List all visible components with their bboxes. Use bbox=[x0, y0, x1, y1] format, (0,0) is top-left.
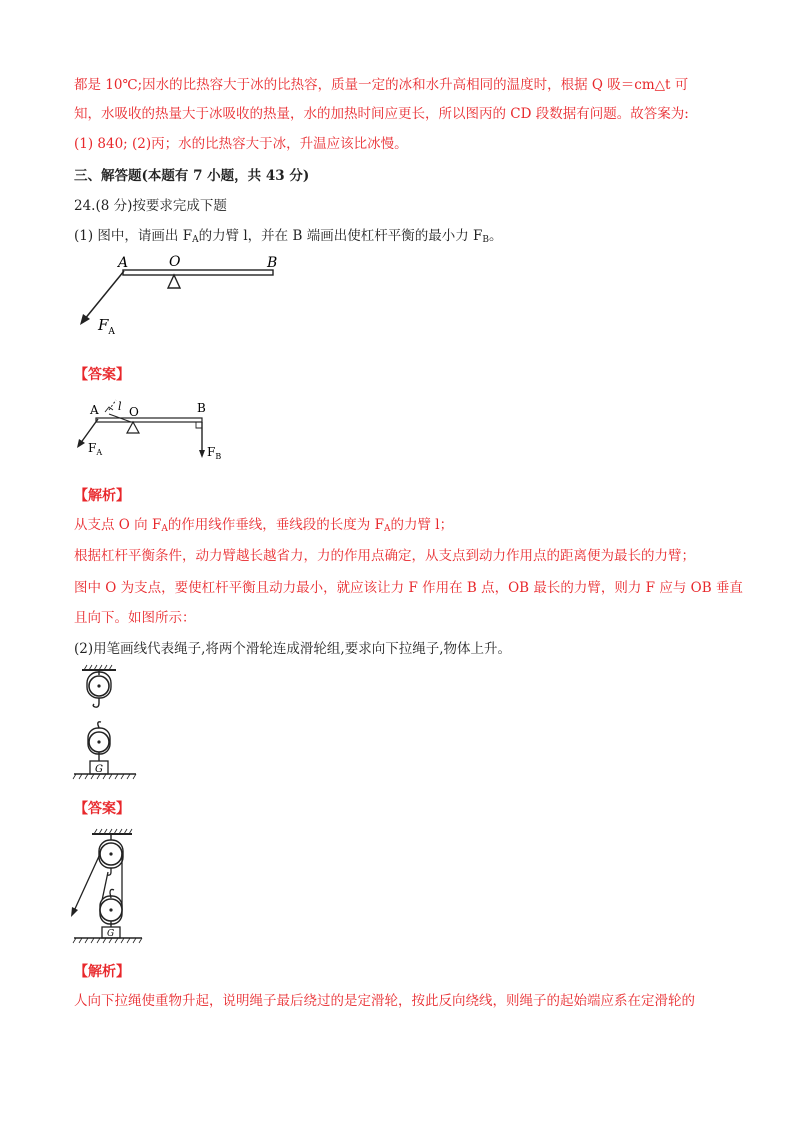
analysis-heading-1: 【解析】 bbox=[74, 488, 130, 504]
part1-sub-b: B bbox=[482, 235, 489, 245]
analysis-heading-2: 【解析】 bbox=[74, 964, 130, 980]
answer-label-fb: $F_B$ bbox=[207, 445, 222, 461]
answer-lever-bar bbox=[96, 418, 202, 422]
analysis-1-line-3: 图中 O 为支点，要使杠杆平衡且动力最小，就应该让力 F 作用在 B 点，OB 最长的力臂，则力 F 应与 OB 垂直 bbox=[74, 580, 743, 596]
top-answer-line-3: (1) 840; (2)丙；水的比热容大于冰，升温应该比冰慢。 bbox=[74, 136, 408, 152]
analysis1-line1-sub: A bbox=[161, 524, 168, 534]
pulley-figure bbox=[70, 664, 140, 784]
question-24-part-2: (2)用笔画线代表绳子,将两个滑轮连成滑轮组,要求向下拉绳子,物体上升。 bbox=[74, 641, 511, 657]
analysis1-line1-post: 的力臂 l； bbox=[390, 517, 454, 533]
answer-heading-1: 【答案】 bbox=[74, 367, 130, 383]
question-24-part-1 bbox=[74, 227, 502, 249]
analysis1-line1-pre: 从支点 O 向 F bbox=[74, 517, 162, 533]
lever-label-fa: $F_A$ bbox=[98, 316, 115, 337]
analysis-1-line-1 bbox=[74, 516, 453, 538]
top-answer-line-1: 都是 10℃;因水的比热容大于冰的比热容，质量一定的冰和水升高相同的温度时，根据 Q 吸＝cm△t 可 bbox=[74, 77, 689, 93]
lever-label-b: B bbox=[267, 255, 278, 271]
analysis1-line1-sub2: A bbox=[383, 524, 391, 534]
weight-label-g: G bbox=[95, 764, 103, 775]
lever-bar bbox=[123, 270, 273, 275]
answer-label-o: O bbox=[129, 405, 139, 419]
lever-label-a: A bbox=[118, 255, 129, 271]
answer-label-b: B bbox=[197, 401, 206, 415]
answer-force-b-arrowhead bbox=[199, 450, 205, 458]
analysis-1-line-4: 且向下。如图所示： bbox=[74, 610, 196, 626]
lever-answer-figure bbox=[74, 392, 234, 462]
answer-label-fa: $F_A$ bbox=[88, 441, 103, 457]
lever-label-o: O bbox=[169, 254, 181, 270]
part1-text-mid: 的力臂 l，并在 B 端画出使杠杆平衡的最小力 F bbox=[198, 228, 483, 244]
answer-label-l: l bbox=[118, 400, 122, 413]
fulcrum-triangle bbox=[168, 275, 180, 288]
rope-left-pull bbox=[74, 854, 100, 911]
answer-movable-axle bbox=[109, 908, 112, 911]
movable-pulley-axle bbox=[97, 740, 100, 743]
top-answer-line-2: 知，水吸收的热量大于冰吸收的热量，水的加热时间应更长，所以图丙的 CD 段数据有问题。故答案为: bbox=[74, 106, 689, 122]
answer-label-a: A bbox=[90, 403, 99, 417]
part1-text-pre: (1) 图中，请画出 F bbox=[74, 228, 193, 244]
part1-sub-a: A bbox=[192, 235, 199, 245]
analysis1-line1-mid: 的作用线作垂线，垂线段的长度为 F bbox=[167, 517, 384, 533]
fixed-pulley-axle bbox=[97, 684, 100, 687]
force-a-line bbox=[84, 271, 124, 320]
part1-text-post: 。 bbox=[488, 228, 503, 244]
question-24-title: 24.(8 分)按要求完成下题 bbox=[74, 198, 227, 214]
analysis-1-line-2: 根据杠杆平衡条件，动力臂越长越省力，力的作用点确定，从支点到动力作用点的距离便为最长的力臂； bbox=[74, 548, 695, 564]
rope-pull-arrowhead bbox=[71, 907, 78, 917]
lever-figure bbox=[70, 250, 300, 340]
answer-lever-arm-dashed bbox=[109, 400, 116, 410]
answer-heading-2: 【答案】 bbox=[74, 801, 130, 817]
answer-weight-label-g: G bbox=[107, 929, 115, 939]
analysis-2-line-1: 人向下拉绳使重物升起，说明绳子最后绕过的是定滑轮，按此反向绕线，则绳子的起始端应系在定滑轮的 bbox=[74, 993, 695, 1009]
pulley-answer-figure bbox=[66, 826, 146, 946]
answer-fulcrum-triangle bbox=[127, 422, 139, 433]
fixed-pulley-hook bbox=[93, 698, 99, 707]
answer-fixed-axle bbox=[109, 852, 112, 855]
section-title: 三、解答题(本题有 7 小题，共 43 分) bbox=[74, 168, 310, 184]
answer-force-a-arrowhead bbox=[77, 439, 85, 448]
answer-right-angle-b bbox=[196, 422, 202, 428]
